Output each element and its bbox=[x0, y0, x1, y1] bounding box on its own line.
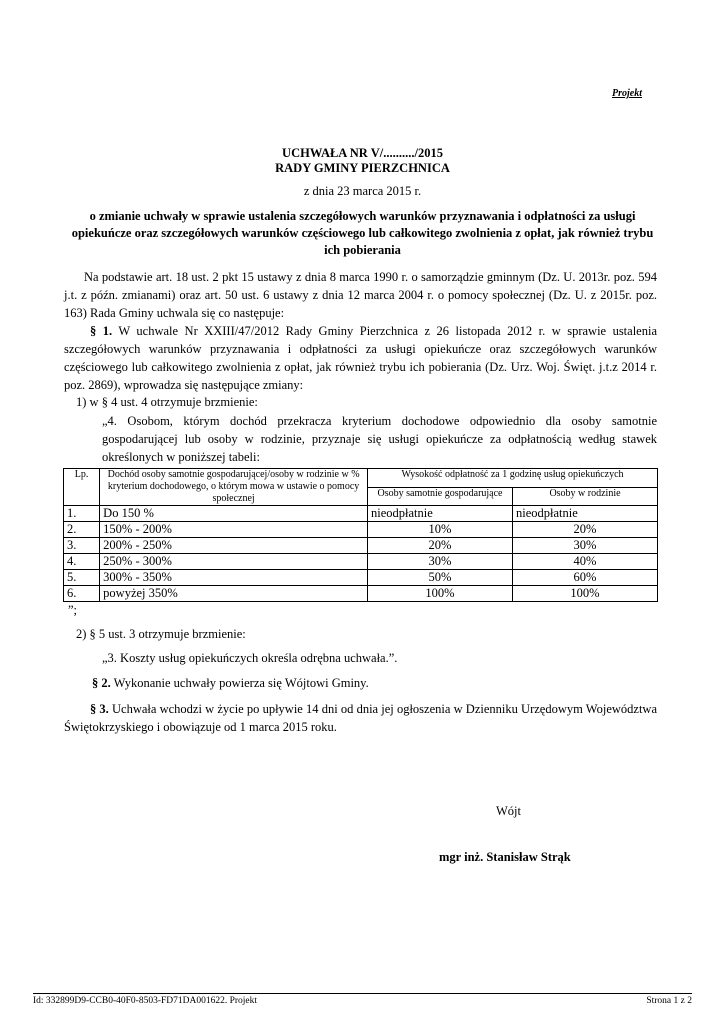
amendment-item-1-quote: „4. Osobom, którym dochód przekracza kryterium dochodowe odpowiednio dla osoby samotnie gospodarującej lub osoby w rodzinie, przyznaje się usługi opiekuńcze za odpłatnością według stawek określonych w poniższej tabeli: bbox=[102, 414, 657, 464]
cell-income: 300% - 350% bbox=[100, 570, 368, 586]
cell-lp: 2. bbox=[64, 522, 100, 538]
table-row bbox=[64, 586, 658, 602]
council-name: RADY GMINY PIERZCHNICA bbox=[275, 161, 450, 175]
table-row bbox=[64, 554, 658, 570]
section-3-label: § 3. bbox=[90, 702, 109, 716]
cell-single: 10% bbox=[368, 522, 513, 538]
cell-lp: 4. bbox=[64, 554, 100, 570]
section-1-text: W uchwale Nr XXIII/47/2012 Rady Gminy Pierzchnica z 26 listopada 2012 r. w sprawie ustalenia szczegółowych warunków przyznawania i odpłatności za usługi opiekuńcze oraz szczegółowych warunków częściowego lub całkowitego zwolnienia z opłat, jak również trybu ich pobierania (Dz. Urz. Woj. Święt. j.t.z 2014 r. poz. 2869), wprowadza się następujące zmiany: bbox=[64, 324, 657, 392]
cell-single: 20% bbox=[368, 538, 513, 554]
preamble: Na podstawie art. 18 ust. 2 pkt 15 ustawy z dnia 8 marca 1990 r. o samorządzie gminnym (Dz. U. 2013r. poz. 594 j.t. z późn. zmianami) oraz art. 50 ust. 6 ustawy z dnia 12 marca 2004 r. o pomocy społecznej (Dz. U. z 2015r. poz. 163) Rada Gminy uchwala się co następuje: bbox=[64, 270, 657, 320]
table-row bbox=[64, 506, 658, 522]
cell-lp: 5. bbox=[64, 570, 100, 586]
header-lp: Lp. bbox=[64, 469, 100, 506]
section-1-label: § 1. bbox=[90, 324, 113, 338]
signatory-name: mgr inż. Stanisław Strąk bbox=[439, 850, 571, 864]
cell-family: 20% bbox=[513, 522, 658, 538]
amendment-item-2-quote: „3. Koszty usług opiekuńczych określa odrębna uchwała.”. bbox=[102, 651, 398, 665]
resolution-subject: o zmianie uchwały w sprawie ustalenia szczegółowych warunków przyznawania i odpłatności za usługi opiekuńcze oraz szczegółowych warunków częściowego lub całkowitego zwolnienia z opłat, jak również trybu ich pobierania bbox=[71, 209, 654, 257]
section-2-text: Wykonanie uchwały powierza się Wójtowi Gminy. bbox=[110, 676, 369, 690]
section-3-text: Uchwała wchodzi w życie po upływie 14 dni od dnia jej ogłoszenia w Dzienniku Urzędowym Województwa Świętokrzyskiego i obowiązuje od 1 marca 2015 roku. bbox=[64, 702, 657, 734]
cell-lp: 1. bbox=[64, 506, 100, 522]
header-fee: Wysokość odpłatność za 1 godzinę usług opiekuńczych bbox=[368, 469, 658, 488]
header-single: Osoby samotnie gospodarujące bbox=[368, 487, 513, 506]
section-3 bbox=[64, 700, 657, 736]
cell-family: 100% bbox=[513, 586, 658, 602]
cell-lp: 6. bbox=[64, 586, 100, 602]
amendment-item-2: 2) § 5 ust. 3 otrzymuje brzmienie: bbox=[76, 627, 246, 641]
table-row bbox=[64, 522, 658, 538]
cell-single: 100% bbox=[368, 586, 513, 602]
header-income: Dochód osoby samotnie gospodarującej/osoby w rodzinie w % kryterium dochodowego, o którym mowa w ustawie o pomocy społecznej bbox=[100, 469, 368, 506]
section-1 bbox=[64, 322, 657, 394]
cell-family: 40% bbox=[513, 554, 658, 570]
table-row bbox=[64, 538, 658, 554]
resolution-number: UCHWAŁA NR V/........../2015 bbox=[282, 146, 443, 160]
cell-income: 150% - 200% bbox=[100, 522, 368, 538]
quote-closing: ”; bbox=[68, 603, 78, 617]
cell-single: 50% bbox=[368, 570, 513, 586]
cell-single: 30% bbox=[368, 554, 513, 570]
cell-family: nieodpłatnie bbox=[513, 506, 658, 522]
cell-lp: 3. bbox=[64, 538, 100, 554]
cell-family: 60% bbox=[513, 570, 658, 586]
section-2-label: § 2. bbox=[92, 676, 111, 690]
footer-divider bbox=[33, 993, 692, 994]
cell-family: 30% bbox=[513, 538, 658, 554]
cell-income: 250% - 300% bbox=[100, 554, 368, 570]
cell-income: powyżej 350% bbox=[100, 586, 368, 602]
amendment-item-1: 1) w § 4 ust. 4 otrzymuje brzmienie: bbox=[76, 395, 258, 409]
document-id: Id: 332899D9-CCB0-40F0-8503-FD71DA001622. Projekt bbox=[33, 996, 258, 1006]
resolution-date: z dnia 23 marca 2015 r. bbox=[303, 184, 422, 198]
table-header-row bbox=[64, 469, 658, 488]
signatory-role: Wójt bbox=[496, 804, 521, 818]
section-2 bbox=[92, 676, 369, 691]
cell-income: 200% - 250% bbox=[100, 538, 368, 554]
cell-single: nieodpłatnie bbox=[368, 506, 513, 522]
table-row bbox=[64, 570, 658, 586]
cell-income: Do 150 % bbox=[100, 506, 368, 522]
page-number: Strona 1 z 2 bbox=[646, 996, 692, 1006]
draft-label: Projekt bbox=[612, 88, 642, 99]
header-family: Osoby w rodzinie bbox=[513, 487, 658, 506]
fee-table bbox=[63, 468, 658, 602]
